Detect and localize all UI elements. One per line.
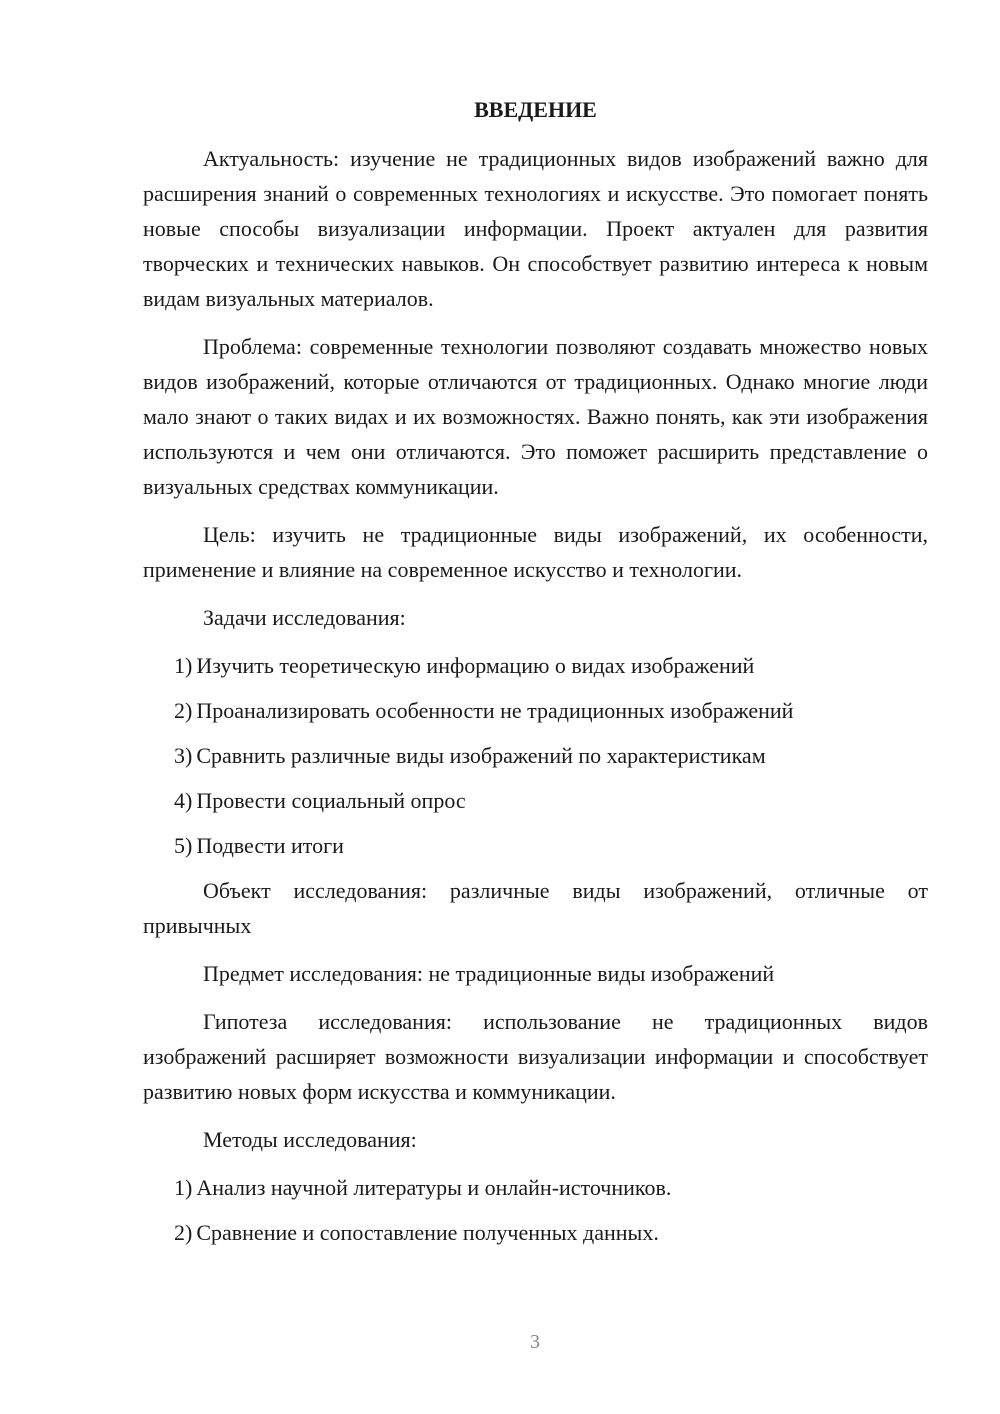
page-number: 3 (530, 1331, 540, 1353)
task-item (143, 648, 928, 683)
relevance-paragraph: Актуальность: изучение не традиционных видов изображений важно для расширения знаний о современных технологиях и искусстве. Это помогает понять новые способы визуализации информации. Проект актуален для развития творческих и технических навыков. Он способствует развитию интереса к новым видам визуальных материалов. (143, 146, 928, 311)
task-text: Подвести итоги (196, 833, 344, 858)
method-number: 2) (174, 1220, 193, 1245)
tasks-heading: Задачи исследования: (203, 605, 406, 630)
task-item (143, 738, 928, 773)
task-text: Провести социальный опрос (196, 788, 466, 813)
method-text: Анализ научной литературы и онлайн-источников. (196, 1175, 672, 1200)
method-text: Сравнение и сопоставление полученных данных. (196, 1220, 659, 1245)
goal-paragraph: Цель: изучить не традиционные виды изображений, их особенности, применение и влияние на современное искусство и технологии. (143, 522, 928, 582)
task-text: Изучить теоретическую информацию о видах изображений (196, 653, 755, 678)
tasks-list (143, 648, 928, 863)
method-item (143, 1170, 928, 1205)
task-number: 5) (174, 833, 193, 858)
subject-paragraph: Предмет исследования: не традиционные виды изображений (203, 961, 775, 986)
task-text: Проанализировать особенности не традиционных изображений (196, 698, 794, 723)
method-number: 1) (174, 1175, 193, 1200)
object-paragraph: Объект исследования: различные виды изображений, отличные от привычных (143, 878, 928, 938)
task-item (143, 693, 928, 728)
task-item (143, 828, 928, 863)
hypothesis-paragraph: Гипотеза исследования: использование не традиционных видов изображений расширяет возможности визуализации информации и способствует развитию новых форм искусства и коммуникации. (143, 1009, 928, 1104)
task-number: 1) (174, 653, 193, 678)
methods-heading: Методы исследования: (203, 1127, 417, 1152)
task-number: 3) (174, 743, 193, 768)
problem-paragraph: Проблема: современные технологии позволяют создавать множество новых видов изображений, которые отличаются от традиционных. Однако многие люди мало знают о таких видах и их возможностях. Важно понять, как эти изображения используются и чем они отличаются. Это поможет расширить представление о визуальных средствах коммуникации. (143, 334, 928, 499)
section-title: ВВЕДЕНИЕ (474, 97, 597, 122)
task-number: 4) (174, 788, 193, 813)
document-page (143, 92, 928, 1260)
task-item (143, 783, 928, 818)
methods-list (143, 1170, 928, 1250)
task-text: Сравнить различные виды изображений по характеристикам (196, 743, 766, 768)
task-number: 2) (174, 698, 193, 723)
method-item (143, 1215, 928, 1250)
